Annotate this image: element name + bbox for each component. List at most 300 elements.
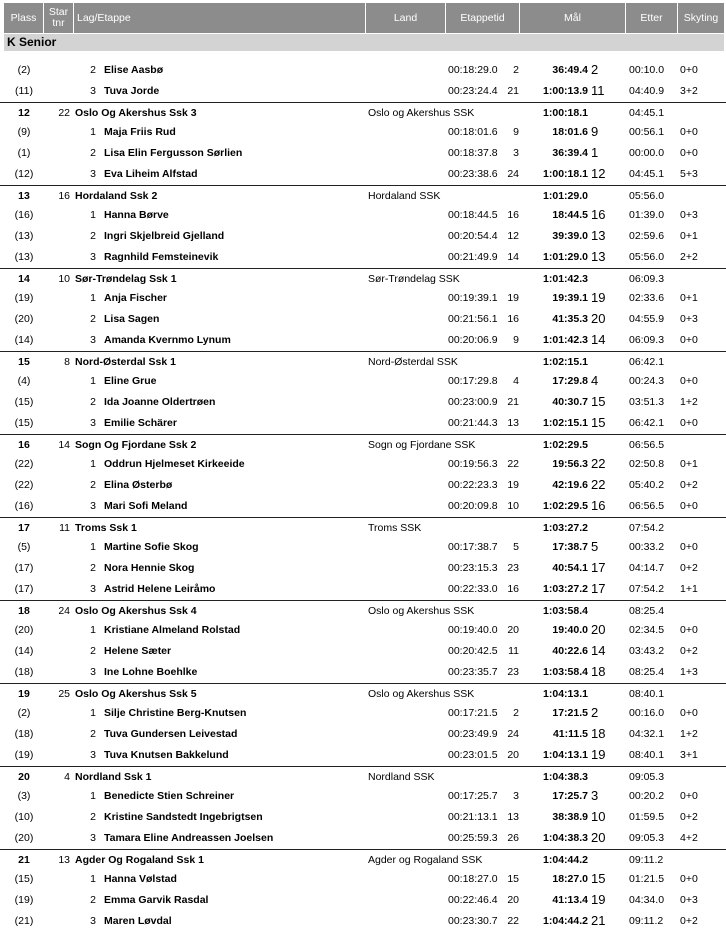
leg-time: 00:19:39.1 <box>448 292 498 305</box>
cumulative-rank: 17 <box>591 560 606 575</box>
leg-place: (17) <box>14 562 34 574</box>
cumulative-rank: 15 <box>591 871 606 887</box>
leg-number: 3 <box>90 84 96 97</box>
leg-time-rank: 12 <box>507 230 519 242</box>
leg-time: 00:23:15.3 <box>448 562 498 574</box>
leg-behind: 09:05.3 <box>629 831 665 844</box>
leg-behind: 00:10.0 <box>629 64 665 76</box>
leg-row <box>0 807 726 827</box>
leg-place: (4) <box>17 375 31 388</box>
cumulative-rank: 15 <box>591 394 606 409</box>
athlete-name: Ingri Skjelbreid Gjelland <box>104 230 225 242</box>
cumulative-rank: 13 <box>591 248 606 264</box>
leg-behind: 04:45.1 <box>629 167 665 180</box>
leg-time-rank: 23 <box>507 562 519 574</box>
team-startnr: 8 <box>64 355 70 368</box>
leg-time: 00:23:24.4 <box>448 84 498 97</box>
team-name: Agder Og Rogaland Ssk 1 <box>75 853 204 866</box>
leg-time-rank: 19 <box>507 292 519 305</box>
leg-place: (10) <box>14 811 34 823</box>
cumulative-time: 1:03:58.4 <box>543 665 588 678</box>
shooting-penalties: 0+3 <box>680 313 698 325</box>
leg-place: (16) <box>14 209 34 222</box>
team-land: Oslo og Akershus SSK <box>368 106 475 119</box>
athlete-name: Tuva Gundersen Leivestad <box>104 728 238 740</box>
leg-behind: 06:42.1 <box>629 416 665 429</box>
leg-time: 00:20:54.4 <box>448 230 498 242</box>
leg-place: (19) <box>14 894 34 906</box>
athlete-name: Helene Sæter <box>104 645 172 657</box>
athlete-name: Kristine Sandstedt Ingebrigtsen <box>104 811 263 823</box>
leg-place: (9) <box>17 126 31 139</box>
leg-place: (11) <box>15 84 33 97</box>
cumulative-rank: 19 <box>591 290 606 306</box>
cumulative-rank: 2 <box>591 62 599 77</box>
team-land: Oslo og Akershus SSK <box>368 687 475 700</box>
cumulative-rank: 22 <box>591 456 606 472</box>
team-land: Sør-Trøndelag SSK <box>368 272 460 285</box>
shooting-penalties: 0+2 <box>680 479 698 491</box>
cumulative-time: 17:21.5 <box>552 707 588 720</box>
team-place: 15 <box>18 355 30 368</box>
team-name: Oslo Og Akershus Ssk 3 <box>75 106 197 119</box>
shooting-penalties: 0+0 <box>680 375 698 388</box>
leg-row <box>0 330 726 350</box>
leg-row <box>0 164 726 184</box>
shooting-penalties: 0+0 <box>680 499 698 512</box>
team-behind: 08:40.1 <box>629 687 665 700</box>
shooting-penalties: 0+1 <box>680 230 698 242</box>
leg-time-rank: 4 <box>513 375 519 388</box>
athlete-name: Tuva Jorde <box>104 84 160 97</box>
leg-time-rank: 2 <box>513 64 519 76</box>
cumulative-time: 17:29.8 <box>552 375 588 388</box>
leg-row <box>0 454 726 474</box>
leg-time-rank: 21 <box>507 84 519 97</box>
leg-time: 00:23:30.7 <box>448 914 498 927</box>
table-header <box>4 3 724 33</box>
cumulative-time: 41:11.5 <box>552 728 588 740</box>
leg-time-rank: 14 <box>507 250 519 263</box>
shooting-penalties: 0+1 <box>680 292 698 305</box>
cumulative-time: 1:00:18.1 <box>543 167 588 180</box>
athlete-name: Silje Christine Berg-Knutsen <box>104 707 247 720</box>
cumulative-time: 1:01:42.3 <box>543 333 588 346</box>
header-land: Land <box>366 3 446 33</box>
team-startnr: 11 <box>59 521 70 534</box>
team-land: Agder og Rogaland SSK <box>368 853 483 866</box>
team-land: Oslo og Akershus SSK <box>368 604 475 617</box>
leg-time-rank: 9 <box>513 333 519 346</box>
team-row <box>0 185 726 206</box>
header-plass: Plass <box>4 3 44 33</box>
leg-number: 3 <box>90 831 96 844</box>
shooting-penalties: 0+0 <box>680 416 698 429</box>
team-finish-time: 1:02:29.5 <box>543 438 588 451</box>
leg-time-rank: 22 <box>507 914 519 927</box>
leg-behind: 00:20.2 <box>629 790 665 803</box>
header-start-line2: tnr <box>52 17 65 29</box>
leg-time-rank: 20 <box>507 624 519 637</box>
leg-time: 00:17:29.8 <box>448 375 498 388</box>
leg-behind: 06:56.5 <box>629 499 665 512</box>
leg-behind: 00:00.0 <box>629 147 665 159</box>
cumulative-time: 1:00:13.9 <box>543 84 588 97</box>
cumulative-rank: 18 <box>591 663 606 679</box>
category-bar <box>4 34 724 51</box>
leg-time-rank: 3 <box>513 790 519 803</box>
athlete-name: Elina Østerbø <box>104 479 173 491</box>
cumulative-time: 36:49.4 <box>552 64 588 76</box>
team-row <box>0 102 726 123</box>
cumulative-time: 38:38.9 <box>552 811 588 823</box>
leg-behind: 07:54.2 <box>629 582 665 595</box>
leg-place: (20) <box>14 831 34 844</box>
team-name: Sør-Trøndelag Ssk 1 <box>75 272 177 285</box>
leg-place: (14) <box>14 333 34 346</box>
leg-behind: 02:34.5 <box>629 624 665 637</box>
cumulative-rank: 13 <box>591 228 606 243</box>
leg-place: (22) <box>14 479 34 491</box>
leg-time: 00:18:27.0 <box>448 873 498 886</box>
cumulative-rank: 17 <box>591 580 606 596</box>
leg-time: 00:23:35.7 <box>448 665 498 678</box>
leg-behind: 02:50.8 <box>629 458 665 471</box>
athlete-name: Emma Garvik Rasdal <box>104 894 209 906</box>
leg-number: 1 <box>90 458 96 471</box>
cumulative-rank: 10 <box>591 809 606 824</box>
team-startnr: 22 <box>58 106 70 119</box>
team-startnr: 16 <box>58 189 70 202</box>
leg-number: 3 <box>90 416 96 429</box>
leg-behind: 05:40.2 <box>629 479 665 491</box>
cumulative-time: 40:30.7 <box>552 396 588 408</box>
leg-time: 00:18:37.8 <box>448 147 498 159</box>
shooting-penalties: 0+0 <box>680 873 698 886</box>
cumulative-rank: 4 <box>591 373 599 389</box>
athlete-name: Maren Løvdal <box>104 914 172 927</box>
leg-time: 00:25:59.3 <box>448 831 498 844</box>
team-startnr: 4 <box>64 770 70 783</box>
cumulative-time: 19:40.0 <box>552 624 588 637</box>
leg-time: 00:22:23.3 <box>448 479 498 491</box>
cumulative-rank: 20 <box>591 829 606 845</box>
leg-time-rank: 16 <box>507 313 519 325</box>
category-title: K Senior <box>7 35 57 49</box>
shooting-penalties: 0+2 <box>680 811 698 823</box>
shooting-penalties: 0+0 <box>680 707 698 720</box>
athlete-name: Lisa Sagen <box>104 313 160 325</box>
shooting-penalties: 0+0 <box>680 64 698 76</box>
team-row <box>0 434 726 455</box>
shooting-penalties: 1+2 <box>680 728 698 740</box>
leg-place: (20) <box>14 624 34 637</box>
leg-place: (15) <box>14 873 34 886</box>
leg-time-rank: 5 <box>513 541 519 554</box>
team-behind: 06:56.5 <box>629 438 665 451</box>
leg-place: (14) <box>14 645 34 657</box>
cumulative-time: 17:25.7 <box>552 790 588 803</box>
team-place: 12 <box>18 106 30 119</box>
cumulative-time: 41:35.3 <box>552 313 588 325</box>
leg-time-rank: 19 <box>507 479 519 491</box>
team-behind: 05:56.0 <box>629 189 665 202</box>
leg-time: 00:17:21.5 <box>448 707 498 720</box>
leg-behind: 05:56.0 <box>629 250 665 263</box>
leg-time: 00:20:06.9 <box>448 333 498 346</box>
shooting-penalties: 0+3 <box>680 209 698 222</box>
cumulative-time: 40:22.6 <box>552 645 588 657</box>
cumulative-time: 39:39.0 <box>552 230 588 242</box>
leg-row <box>0 309 726 329</box>
leg-number: 1 <box>90 873 96 886</box>
leg-place: (16) <box>14 499 34 512</box>
leg-number: 3 <box>90 499 96 512</box>
leg-number: 2 <box>90 811 96 823</box>
leg-time: 00:23:49.9 <box>448 728 498 740</box>
cumulative-rank: 12 <box>591 165 606 181</box>
leg-number: 2 <box>90 64 96 76</box>
cumulative-rank: 16 <box>591 497 606 513</box>
leg-behind: 04:40.9 <box>629 84 665 97</box>
leg-row <box>0 226 726 246</box>
cumulative-rank: 5 <box>591 539 599 555</box>
cumulative-rank: 19 <box>591 892 606 907</box>
cumulative-rank: 2 <box>591 705 599 721</box>
team-behind: 08:25.4 <box>629 604 665 617</box>
leg-time: 00:17:25.7 <box>448 790 498 803</box>
shooting-penalties: 3+1 <box>680 748 698 761</box>
athlete-name: Ine Lohne Boehlke <box>104 665 198 678</box>
leg-time: 00:18:29.0 <box>448 64 498 76</box>
leg-behind: 02:59.6 <box>629 230 665 242</box>
leg-row <box>0 537 726 557</box>
athlete-name: Oddrun Hjelmeset Kirkeeide <box>104 458 245 471</box>
cumulative-rank: 16 <box>591 207 606 223</box>
leg-row <box>0 288 726 308</box>
leg-time-rank: 20 <box>507 748 519 761</box>
cumulative-rank: 3 <box>591 788 599 804</box>
cumulative-rank: 22 <box>591 477 606 492</box>
cumulative-rank: 19 <box>591 746 606 762</box>
team-finish-time: 1:01:42.3 <box>543 272 588 285</box>
cumulative-rank: 21 <box>591 912 606 928</box>
shooting-penalties: 2+2 <box>680 250 698 263</box>
leg-row <box>0 205 726 225</box>
team-place: 18 <box>18 604 30 617</box>
leg-time: 00:18:01.6 <box>448 126 498 139</box>
shooting-penalties: 1+3 <box>680 665 698 678</box>
leg-place: (19) <box>14 748 34 761</box>
leg-time: 00:17:38.7 <box>448 541 498 554</box>
shooting-penalties: 0+0 <box>680 624 698 637</box>
leg-place: (20) <box>14 313 34 325</box>
cumulative-time: 41:13.4 <box>552 894 588 906</box>
team-land: Nordland SSK <box>368 770 435 783</box>
leg-number: 3 <box>90 665 96 678</box>
cumulative-time: 40:54.1 <box>552 562 588 574</box>
leg-number: 2 <box>90 562 96 574</box>
cumulative-rank: 20 <box>591 311 606 326</box>
athlete-name: Elise Aasbø <box>104 64 164 76</box>
team-name: Nord-Østerdal Ssk 1 <box>75 355 176 368</box>
leg-behind: 03:51.3 <box>629 396 665 408</box>
leg-behind: 04:14.7 <box>629 562 665 574</box>
cumulative-time: 1:02:15.1 <box>543 416 588 429</box>
leg-row <box>0 724 726 744</box>
shooting-penalties: 0+0 <box>680 541 698 554</box>
team-finish-time: 1:04:44.2 <box>543 853 588 866</box>
leg-number: 1 <box>90 541 96 554</box>
leg-row <box>0 81 726 101</box>
leg-number: 3 <box>90 914 96 927</box>
leg-behind: 08:40.1 <box>629 748 665 761</box>
leg-place: (18) <box>14 728 34 740</box>
leg-behind: 01:39.0 <box>629 209 665 222</box>
leg-place: (18) <box>14 665 34 678</box>
leg-row <box>0 247 726 267</box>
leg-row <box>0 371 726 391</box>
athlete-name: Tamara Eline Andreassen Joelsen <box>104 831 274 844</box>
leg-number: 3 <box>90 250 96 263</box>
cumulative-time: 18:44.5 <box>552 209 588 222</box>
leg-number: 1 <box>90 209 96 222</box>
header-etter: Etter <box>626 3 678 33</box>
cumulative-rank: 15 <box>591 414 606 430</box>
leg-time: 00:22:46.4 <box>448 894 498 906</box>
leg-time-rank: 21 <box>507 396 519 408</box>
team-name: Oslo Og Akershus Ssk 5 <box>75 687 197 700</box>
leg-behind: 00:33.2 <box>629 541 665 554</box>
shooting-penalties: 1+2 <box>680 396 698 408</box>
leg-time-rank: 13 <box>507 811 519 823</box>
team-place: 19 <box>18 687 30 700</box>
leg-row <box>0 662 726 682</box>
leg-row <box>0 60 726 80</box>
leg-behind: 03:43.2 <box>629 645 665 657</box>
leg-number: 1 <box>90 375 96 388</box>
athlete-name: Maja Friis Rud <box>104 126 176 139</box>
leg-time-rank: 13 <box>507 416 519 429</box>
team-name: Troms Ssk 1 <box>75 521 137 534</box>
leg-place: (13) <box>14 230 34 242</box>
leg-number: 2 <box>90 147 96 159</box>
leg-time-rank: 23 <box>507 665 519 678</box>
team-land: Troms SSK <box>368 521 422 534</box>
team-behind: 04:45.1 <box>629 106 665 119</box>
athlete-name: Martine Sofie Skog <box>104 541 199 554</box>
team-finish-time: 1:02:15.1 <box>543 355 588 368</box>
leg-row <box>0 558 726 578</box>
leg-behind: 04:34.0 <box>629 894 665 906</box>
leg-number: 2 <box>90 645 96 657</box>
header-start-line1: Star <box>48 6 69 18</box>
cumulative-time: 42:19.6 <box>552 479 588 491</box>
leg-time: 00:18:44.5 <box>448 209 498 222</box>
header-mal: Mål <box>520 3 626 33</box>
cumulative-rank: 14 <box>591 331 606 347</box>
shooting-penalties: 1+1 <box>680 582 698 595</box>
leg-row <box>0 703 726 723</box>
leg-row <box>0 620 726 640</box>
shooting-penalties: 0+0 <box>680 790 698 803</box>
athlete-name: Astrid Helene Leiråmo <box>104 582 216 595</box>
header-skyting: Skyting <box>683 12 719 24</box>
team-startnr: 14 <box>58 438 70 451</box>
leg-place: (2) <box>17 707 31 720</box>
leg-behind: 01:59.5 <box>629 811 665 823</box>
header-startnr <box>44 3 74 33</box>
leg-number: 3 <box>90 582 96 595</box>
leg-time: 00:23:00.9 <box>448 396 498 408</box>
leg-behind: 02:33.6 <box>629 292 665 305</box>
leg-time: 00:21:44.3 <box>448 416 498 429</box>
cumulative-time: 19:39.1 <box>552 292 588 305</box>
team-row <box>0 600 726 621</box>
leg-row <box>0 828 726 848</box>
team-startnr: 13 <box>58 853 70 866</box>
cumulative-time: 18:01.6 <box>552 126 588 139</box>
athlete-name: Ragnhild Femsteinevik <box>104 250 219 263</box>
leg-time: 00:23:38.6 <box>448 167 498 180</box>
athlete-name: Eline Grue <box>104 375 157 388</box>
leg-time-rank: 16 <box>507 582 519 595</box>
leg-number: 1 <box>90 126 96 139</box>
team-name: Nordland Ssk 1 <box>75 770 152 783</box>
leg-row <box>0 869 726 889</box>
leg-place: (22) <box>14 458 34 471</box>
shooting-penalties: 0+3 <box>680 894 698 906</box>
athlete-name: Kristiane Almeland Rolstad <box>104 624 241 637</box>
team-row <box>0 517 726 538</box>
team-behind: 07:54.2 <box>629 521 665 534</box>
leg-time: 00:19:56.3 <box>448 458 498 471</box>
cumulative-time: 1:04:44.2 <box>543 914 588 927</box>
team-land: Sogn og Fjordane SSK <box>368 438 476 451</box>
leg-number: 3 <box>90 167 96 180</box>
leg-place: (3) <box>17 790 31 803</box>
athlete-name: Amanda Kvernmo Lynum <box>104 333 231 346</box>
team-finish-time: 1:03:58.4 <box>543 604 588 617</box>
leg-row <box>0 745 726 765</box>
team-behind: 06:42.1 <box>629 355 665 368</box>
shooting-penalties: 5+3 <box>680 167 698 180</box>
leg-number: 3 <box>90 333 96 346</box>
leg-place: (15) <box>14 396 34 408</box>
leg-number: 1 <box>90 292 96 305</box>
team-startnr: 10 <box>58 272 70 285</box>
team-startnr: 24 <box>58 604 70 617</box>
cumulative-rank: 14 <box>591 643 606 658</box>
leg-behind: 00:56.1 <box>629 126 665 139</box>
team-row <box>0 766 726 787</box>
team-behind: 06:09.3 <box>629 272 665 285</box>
shooting-penalties: 0+0 <box>680 333 698 346</box>
athlete-name: Hanna Børve <box>104 209 169 222</box>
leg-row <box>0 641 726 661</box>
leg-time: 00:22:33.0 <box>448 582 498 595</box>
leg-time: 00:21:56.1 <box>448 313 498 325</box>
team-row <box>0 351 726 372</box>
leg-place: (21) <box>14 914 34 927</box>
athlete-name: Benedicte Stien Schreiner <box>104 790 235 803</box>
leg-row <box>0 122 726 142</box>
cumulative-time: 1:03:27.2 <box>543 582 588 595</box>
team-place: 16 <box>18 438 30 451</box>
team-behind: 09:11.2 <box>629 853 664 866</box>
leg-time: 00:21:49.9 <box>448 250 498 263</box>
leg-row <box>0 911 726 931</box>
